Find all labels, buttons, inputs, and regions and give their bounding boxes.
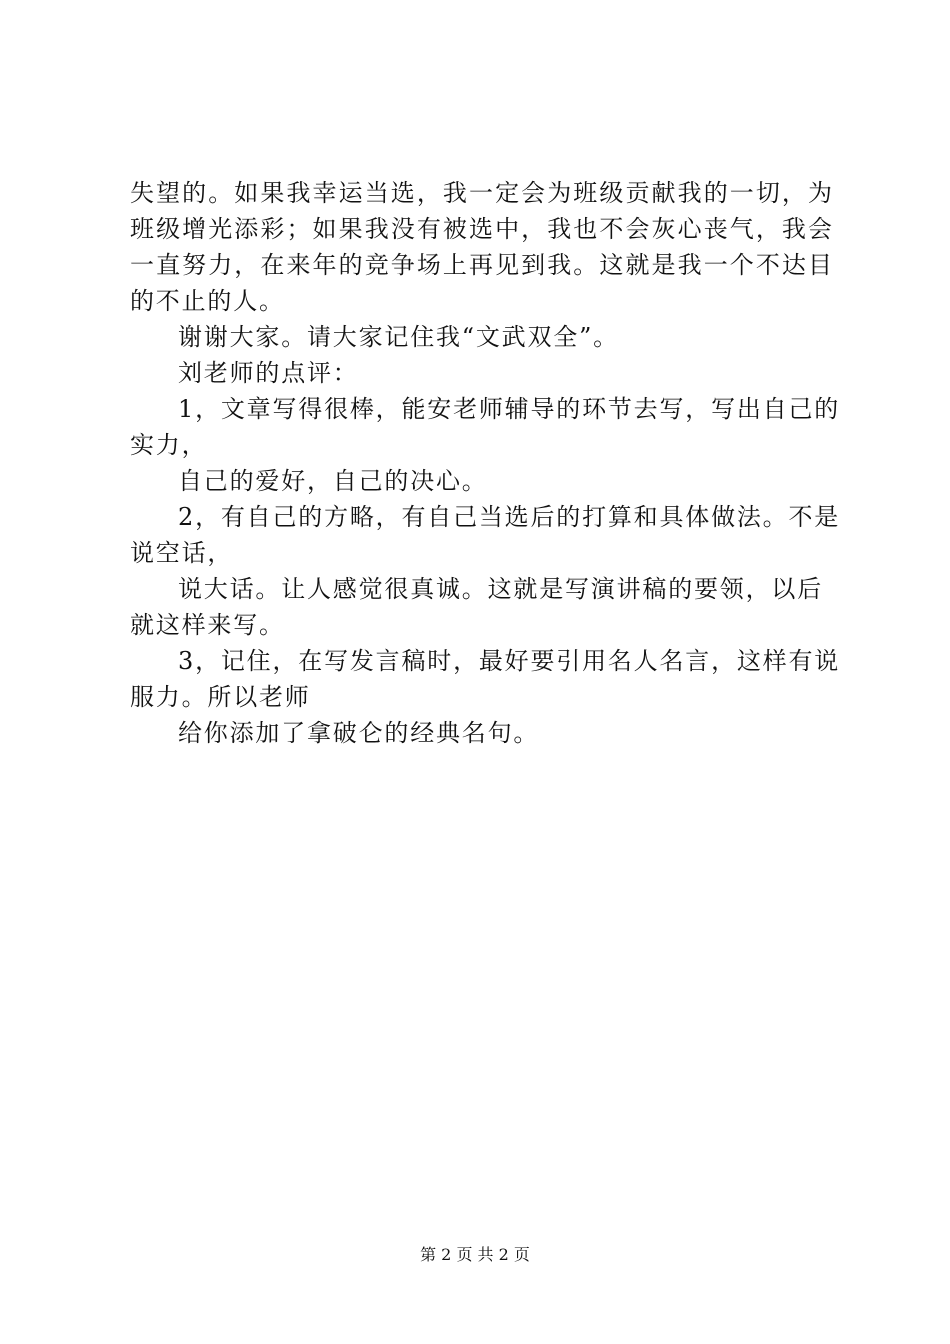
comment-line: 自己的爱好，自己的决心。	[178, 467, 488, 495]
comment-line: 3，记住，在写发言稿时，最好要引用名人名言，这样有说	[178, 647, 841, 675]
body-line: 谢谢大家。请大家记住我“文武双全”。	[178, 323, 619, 351]
body-line: 一直努力，在来年的竞争场上再见到我。这就是我一个不达目	[130, 251, 832, 279]
comment-line: 服力。所以老师	[130, 683, 311, 711]
document-body	[130, 175, 841, 751]
comment-heading: 刘老师的点评：	[178, 359, 359, 387]
body-line: 班级增光添彩；如果我没有被选中，我也不会灰心丧气，我会	[130, 215, 832, 243]
comment-line: 1，文章写得很棒，能安老师辅导的环节去写，写出自己的	[178, 395, 841, 423]
comment-line: 说空话，	[130, 539, 234, 567]
body-line: 的不止的人。	[130, 287, 285, 315]
comment-line: 实力，	[130, 431, 208, 459]
comment-line: 就这样来写。	[130, 611, 285, 639]
body-line: 失望的。如果我幸运当选，我一定会为班级贡献我的一切，为	[130, 179, 832, 207]
comment-line: 说大话。让人感觉很真诚。这就是写演讲稿的要领，以后	[178, 575, 823, 603]
comment-line: 2，有自己的方略，有自己当选后的打算和具体做法。不是	[178, 503, 841, 531]
comment-line: 给你添加了拿破仑的经典名句。	[178, 719, 540, 747]
page-number-footer: 第 2 页 共 2 页	[420, 1245, 530, 1264]
